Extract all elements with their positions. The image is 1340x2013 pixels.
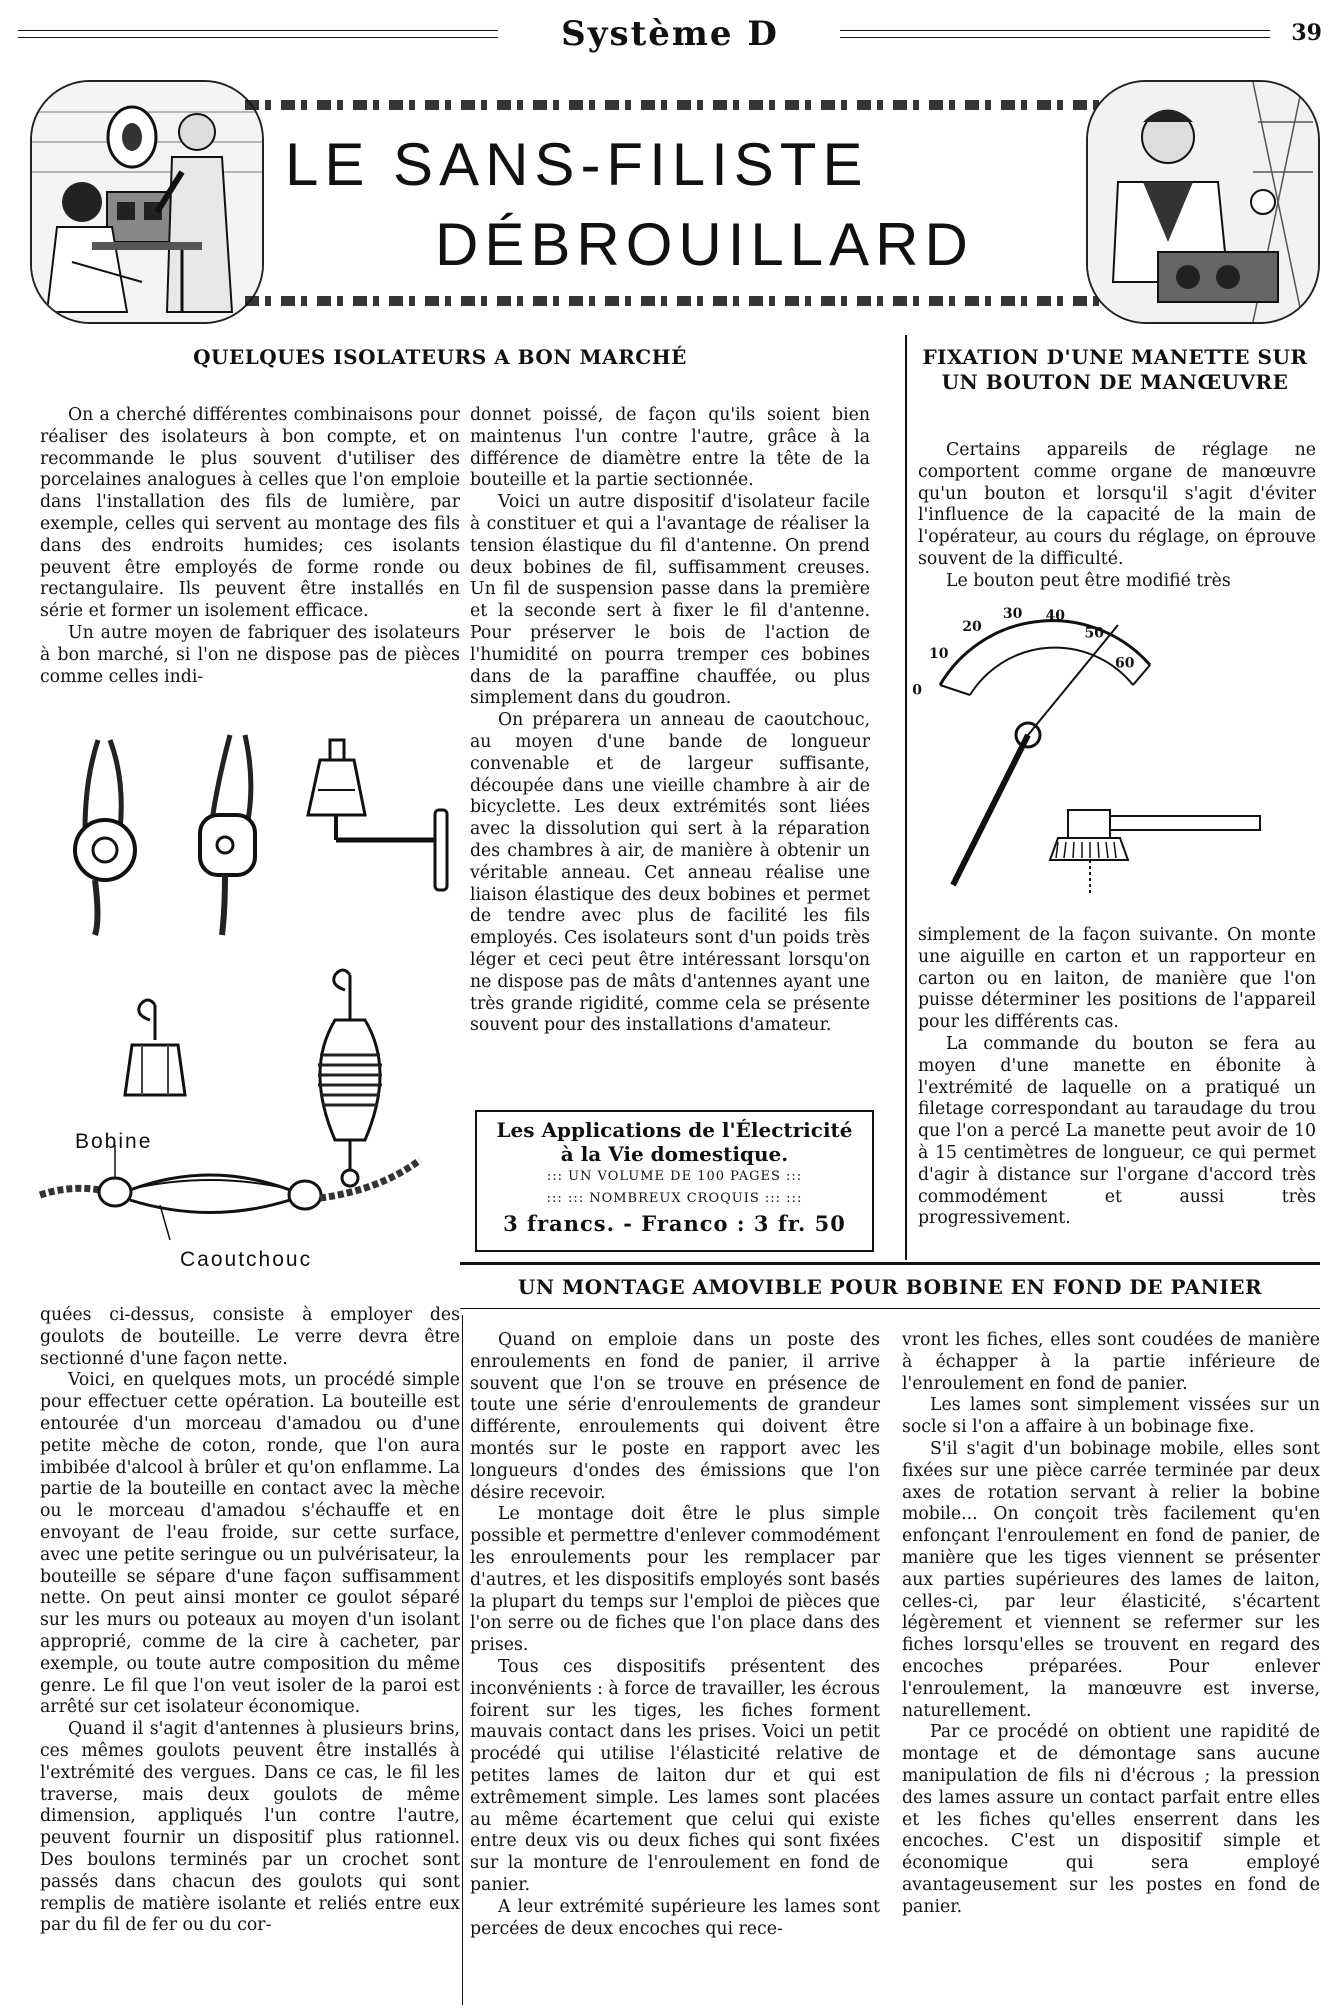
banner-title-line2: DÉBROUILLARD [435,211,974,278]
masthead-rule-left [18,30,498,38]
paragraph: S'il s'agit d'un bobinage mobile, elles sont fixées sur une pièce carrée terminée par deux axes de rotation servant à relier la bobine mobile... On conçoit très facilement qu'en enfonçant l'enroulement en fond de panier, de manière que les tiges viennent se présenter aux parties supérieures des lames de laiton, celles-ci, par leur élasticité, s'écartent légèrement et viennent se refermer sur les fiches lorsqu'elles se trouvent en regard des encoches préparées. Pour enlever l'enroulement, la manœuvre est inverse, naturellement. [902,1438,1320,1721]
ad-title-line1: Les Applications de l'Électricité [496,1118,853,1142]
paragraph: donnet poissé, de façon qu'ils soient bien maintenus l'un contre l'autre, grâce à la différence de diamètre entre la tête de la bouteille et la partie sectionnée. [470,405,870,491]
paragraph: Le montage doit être le plus simple possible et permettre d'enlever commodément les enroulements pour les remplacer par d'autres, et les dispositifs employés sont basés la plupart du temps sur l'emploi de pièces que l'on serre ou de fiches que l'on place dans des prises. [470,1504,880,1656]
ad-price-line: 3 francs. - Franco : 3 fr. 50 [503,1211,846,1236]
dial-graduation-label: 40 [1045,608,1065,625]
column-separator [905,335,907,1260]
book-advertisement [475,1110,874,1252]
dial-graduation-label: 60 [1114,655,1135,672]
bobine-label: Bobine [75,1130,153,1153]
article3-top-rule [460,1262,1320,1265]
bottle-neck-hook-insulator-icon [125,1000,185,1095]
right-vignette-illustration [1086,80,1320,324]
dial-graduation-label: 20 [962,619,982,636]
paragraph: Par ce procédé on obtient une rapidité de montage et de démontage sans aucune manipulation de fils ni d'écrous ; la pression des lames assure un contact parfait entre elles et les fiches qu'elles enserrent dans les encoches. C'est un dispositif simple et économique qui sera employé avantageusement sur les postes en fond de panier. [902,1722,1320,1917]
paragraph: La commande du bouton se fera au moyen d'une manette en ébonite à l'extrémité de laquelle on a pratiqué un filetage correspondant au taraudage du trou que l'on a percé La manette peut avoir de 10 à 15 centimètres de longueur, ce qui permet d'agir à distance sur l'organe d'accord très commodément et aussi très progressivement. [918,1033,1316,1229]
caoutchouc-label: Caoutchouc [180,1248,313,1271]
double-bottle-neck-insulator-icon [318,970,382,1186]
article2-top-text [918,440,1316,593]
article3-col1 [470,1330,880,1940]
article3-heading: UN MONTAGE AMOVIBLE POUR BOBINE EN FOND DE PANIER [517,1275,1263,1299]
paragraph: On a cherché différentes combinaisons pour réaliser des isolateurs à bon compte, et on recommande le plus souvent d'utiliser des porcelaines analogues à celles que l'on emploie dans l'installation des fils de lumière, par exemple, celles qui servent au montage des fils dans des endroits humides; ces isolants peuvent être employés de forme ronde ou rectangulaire. Ils peuvent être installés en série et former un isolement efficace. [40,405,460,622]
paragraph: vront les fiches, elles sont coudées de manière à échapper à la partie inférieure de l'enroulement en fond de panier. [902,1330,1320,1394]
paragraph: Voici, en quelques mots, un procédé simple pour effectuer cette opération. La bouteille est entourée d'un morceau d'amadou ou d'une petite mèche de coton, ronde, que l'on aura imbibée d'alcool à brûler et qu'on enflamme. La partie de la bouteille en contact avec la mèche ou le morceau d'amadou s'échauffe et en envoyant de l'eau froide, sur cette surface, avec une petite seringue ou un pulvérisateur, la bouteille se sépare d'une façon suffisamment nette. On peut ainsi monter ce goulot séparé sur les murs ou poteaux au moyen d'un isolant approprié, comme de la cire à cacheter, par exemple, ou toute autre composition du même genre. Le fil que l'on veut isoler de la paroi est arrêté sur cet isolateur économique. [40,1370,461,1718]
article2-heading-line1: FIXATION D'UNE MANETTE SUR [922,345,1308,369]
article2-heading-line2: UN BOUTON DE MANŒUVRE [941,370,1289,394]
paragraph: A leur extrémité supérieure les lames sont percées de deux encoches qui rece- [470,1896,880,1939]
article2-bottom-text [918,925,1316,1230]
paragraph: Le bouton peut être modifié très [946,570,1231,591]
banner-title-frame [245,100,1105,306]
dial-graduation-label: 30 [1002,606,1023,622]
ad-volume-line: ::: UN VOLUME DE 100 PAGES ::: [546,1169,803,1184]
paragraph: Quand il s'agit d'antennes à plusieurs brins, ces mêmes goulots peuvent être installés à l'extrémité des vergues. Dans ce cas, le fil les traverse, mais deux goulots de même dimension, appliqués l'un contre l'autre, peuvent fournir un dispositif plus rationnel. Des boulons terminés par un crochet sont passés dans chacun des goulots qui sont remplis de matière isolante et reliés entre eux par du fil de fer ou du cor- [40,1719,460,1936]
porcelain-round-insulator-icon [75,740,135,935]
banner-ornament-top [245,100,1105,110]
article1-heading: QUELQUES ISOLATEURS A BON MARCHÉ [193,345,687,369]
paragraph: Tous ces dispositifs présentent des inconvénients : à force de travailler, les écrous foirent sur les tiges, les fiches forment mauvais contact dans les prises. Voici un petit procédé qui utilise l'élasticité relative de petites lames de laiton dur et qui est extrêmement simple. Les lames sont placées au même écartement que celui qui existe entre deux vis ou deux fiches qui sont fixées sur la monture de l'enroulement en fond de panier. [470,1656,880,1895]
page-number: 39 [1291,20,1322,46]
article1-col1-bottom [40,1305,460,1937]
dial-graduation-label: 0 [912,682,922,699]
dial-graduation-label: 10 [928,645,949,662]
banner-title-line1: LE SANS-FILISTE [285,131,869,198]
paragraph: Un autre moyen de fabriquer des isolateurs à bon marché, si l'on ne dispose pas de pièces comme celles indi- [40,622,460,687]
paragraph: Quand on emploie dans un poste des enroulements en fond de panier, il arrive souvent que l'on se trouve en présence de toute une série d'enroulements de grandeur différente, enroulements qui doivent être montés sur le poste en rapport avec les longueurs d'ondes des émissions que l'on désire recevoir. [470,1330,880,1503]
article1-col1-top [40,405,460,688]
knob-with-handle-icon [1050,810,1260,895]
porcelain-rectangular-insulator-icon [200,735,255,935]
banner-ornament-bottom [245,296,1105,306]
journal-title: Système D [561,14,779,54]
paragraph: Les lames sont simplement vissées sur un socle si l'on a affaire à un bobinage fixe. [902,1395,1320,1438]
left-vignette-illustration [30,80,264,324]
insulators-figure [40,720,460,1300]
paragraph: On préparera un anneau de caoutchouc, au moyen d'une bande de longueur convenable et de largeur suffisante, découpée dans une vieille chambre à air de bicyclette. Les deux extrémités sont liées avec la dissolution qui sert à la réparation des chambres à air, de manière à obtenir un véritable anneau. Cet anneau réalise une liaison élastique des deux bobines et permet de tendre avec plus de facilité les fils employés. Ces isolateurs sont d'un poids très léger et ceci peut être intéressant lorsqu'on ne dispose pas de mâts d'antennes ayant une très grande rigidité, comme cela se présente souvent pour des installations d'amateur. [470,710,870,1036]
bottle-neck-bracket-insulator-icon [308,740,447,890]
article3-heading-rule [460,1308,1320,1309]
dial-graduation-label: 50 [1084,625,1105,642]
paragraph: Voici un autre dispositif d'isolateur facile à constituer et qui a l'avantage de réaliser la tension élastique du fil d'antenne. On prend deux bobines de fil, suffisamment creuses. Un fil de suspension passe dans la première et la seconde sert à fixer le fil d'antenne. Pour préserver le bois de l'action de l'humidité on pourra tremper ces bobines dans de la paraffine chauffée, ou plus simplement dans du goudron. [470,492,870,709]
ad-title-line2: à la Vie domestique. [560,1142,789,1166]
dial-figure [912,595,1316,915]
bobbin-rubber-ring-insulator-icon [40,1145,420,1240]
masthead-rule-right [840,30,1270,38]
paragraph: simplement de la façon suivante. On monte une aiguille en carton et un rapporteur en carton ou en laiton, de manière que l'on puisse déterminer les positions de l'appareil pour les différents cas. [918,925,1316,1033]
paragraph: Certains appareils de réglage ne comportent comme organe de manœuvre qu'un bouton et lorsqu'il s'agit d'éviter l'influence de la capacité de la main de l'opérateur, au cours du réglage, on éprouve souvent de la difficulté. [918,440,1316,569]
section-banner [30,80,1320,320]
ad-sketches-line: ::: ::: NOMBREUX CROQUIS ::: ::: [546,1191,803,1206]
article2-heading [910,345,1320,395]
column-separator [462,1315,463,2005]
article1-col2 [470,405,870,1037]
article3-col2 [902,1330,1320,1919]
paragraph: quées ci-dessus, consiste à employer des goulots de bouteille. Le verre devra être sectionné d'une façon nette. [40,1305,460,1369]
